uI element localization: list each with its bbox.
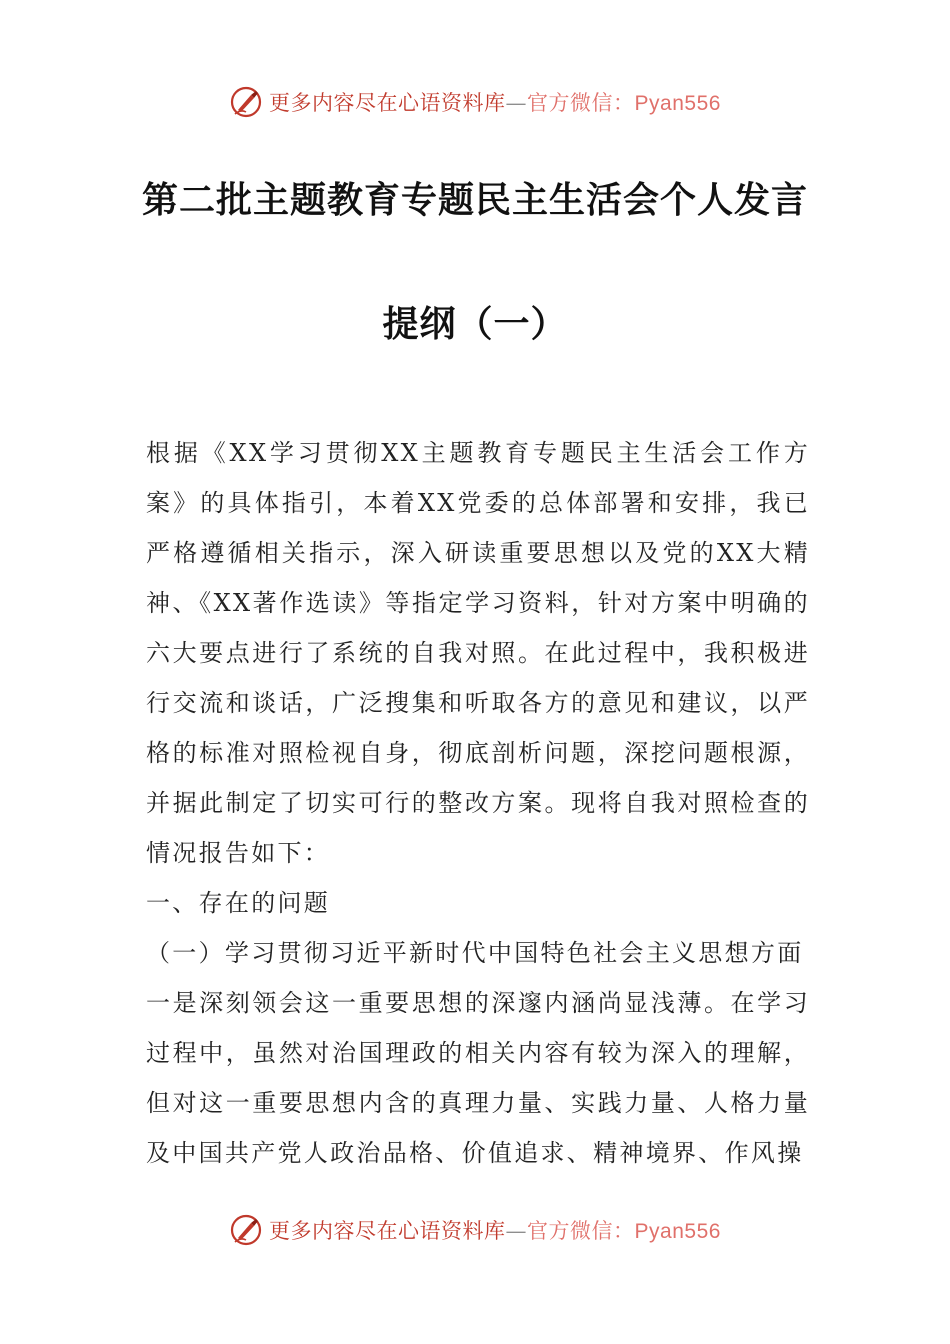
pen-logo-icon	[229, 1213, 263, 1247]
footer-watermark	[0, 1210, 950, 1250]
watermark-text	[269, 87, 721, 117]
header-watermark	[0, 82, 950, 122]
document-title-line-2: 提纲（一）	[382, 304, 568, 345]
watermark-text	[269, 1215, 721, 1245]
body-paragraph: 一是深刻领会这一重要思想的深邃内涵尚显浅薄。在学习过程中，虽然对治国理政的相关内容有较为深入的理解，但对这一重要思想内含的真理力量、实践力量、人格力量及中国共产党人政治品格、价值追求、精神境界、作风操	[146, 989, 810, 1167]
subsection-heading: （一）学习贯彻习近平新时代中国特色社会主义思想方面	[146, 939, 804, 967]
watermark-brand: 更多内容尽在心语资料库	[269, 1219, 506, 1243]
document-title-line-1: 第二批主题教育专题民主生活会个人发言	[141, 180, 808, 221]
watermark-brand: 更多内容尽在心语资料库	[269, 91, 506, 115]
watermark-wechat: 官方微信：Pyan556	[527, 92, 721, 115]
watermark-wechat: 官方微信：Pyan556	[527, 1220, 721, 1243]
section-heading: 一、存在的问题	[146, 889, 331, 917]
intro-paragraph: 根据《XX学习贯彻XX主题教育专题民主生活会工作方案》的具体指引，本着XX党委的总体部署和安排，我已严格遵循相关指示，深入研读重要思想以及党的XX大精神、《XX著作选读》等指定学习资料，针对方案中明确的六大要点进行了系统的自我对照。在此过程中，我积极进行交流和谈话，广泛搜集和听取各方的意见和建议，以严格的标准对照检视自身，彻底剖析问题，深挖问题根源，并据此制定了切实可行的整改方案。现将自我对照检查的情况报告如下：	[146, 439, 810, 867]
document-body	[146, 428, 810, 1178]
watermark-separator: —	[505, 1219, 528, 1243]
pen-logo-icon	[229, 85, 263, 119]
watermark-separator: —	[505, 91, 528, 115]
